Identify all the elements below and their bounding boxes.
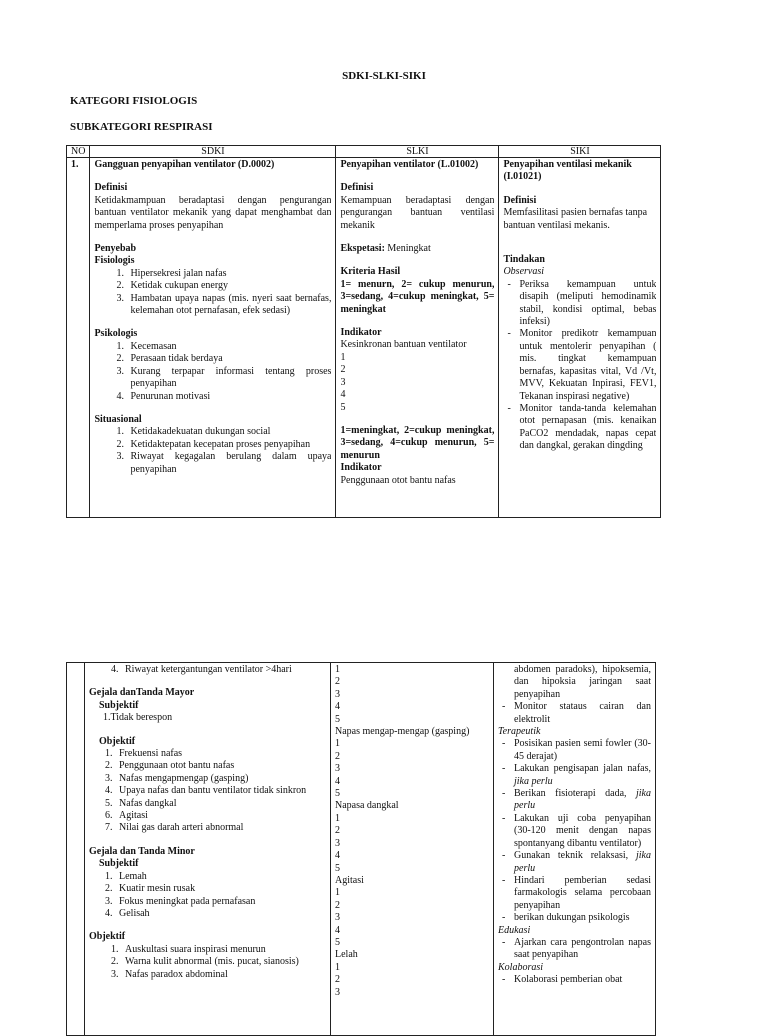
scale-number: 3	[335, 837, 340, 849]
siki-terapeutik-list	[498, 738, 651, 924]
slki-ekspetasi-value: Meningkat	[387, 243, 431, 255]
list-item-cont: abdomen paradoks), hipoksemia, dan hipoksia jaringan saat penyapihan	[514, 664, 651, 700]
sdki-mayor-subjektif-label: Subjektif	[99, 699, 139, 711]
slki-kriteria-scale: 1= menurn, 2= cukup menurun, 3=sedang, 4=cukup meningkat, 5= meningkat	[340, 278, 495, 315]
list-item: 3. Nafas mengapmengap (gasping)	[115, 773, 326, 785]
list-item: 1. Lemah	[115, 871, 326, 883]
list-item: 2. Kuatir mesin rusak	[115, 883, 326, 895]
siki-cell	[503, 159, 656, 516]
list-item: 1. Hipersekresi jalan nafas	[126, 268, 331, 280]
sdki-fisiologis-label: Fisiologis	[94, 255, 135, 267]
list-item: 2. Ketidaktepatan kecepatan proses penyapihan	[126, 439, 331, 451]
list-item: 1. Auskultasi suara inspirasi menurun	[121, 944, 326, 956]
list-item: 6. Agitasi	[115, 810, 326, 822]
header-slki: SLKI	[336, 146, 499, 158]
header-sdki: SDKI	[90, 146, 336, 158]
scale-number: 4	[335, 701, 340, 713]
siki-terapeutik-label: Terapeutik	[498, 726, 541, 738]
slki-definisi-text: Kemampuan beradaptasi dengan pengurangan bantuan ventilasi mekanik	[340, 194, 495, 231]
siki-edukasi-label: Edukasi	[498, 924, 531, 936]
scale-number: 1	[335, 887, 340, 899]
siki-definisi-label: Definisi	[503, 194, 537, 206]
document-title: SDKI-SLKI-SIKI	[342, 70, 426, 82]
scale-number: 3	[340, 376, 346, 388]
scale-number: 3	[335, 688, 340, 700]
siki-tindakan-label: Tindakan	[503, 254, 545, 266]
list-item: - Posisikan pasien semi fowler (30-45 derajat)	[514, 738, 651, 763]
siki-kolaborasi-label: Kolaborasi	[498, 961, 544, 973]
siki-edukasi-list	[498, 937, 651, 962]
slki-title: Penyapihan ventilator (L.01002)	[340, 159, 479, 170]
sdki-situasional-list-cont	[89, 664, 326, 676]
sdki-mayor-subjektif-item: 1.Tidak berespon	[103, 712, 173, 724]
sdki-minor-label: Gejala dan Tanda Minor	[89, 845, 195, 857]
subcategory-heading: SUBKATEGORI RESPIRASI	[70, 121, 213, 133]
row-number: 1.	[71, 159, 79, 170]
list-item: - Kolaborasi pemberian obat	[514, 974, 651, 986]
scale-number: 4	[335, 775, 340, 787]
list-item: 4. Gelisah	[115, 908, 326, 920]
list-item: - Ajarkan cara pengontrolan napas saat penyapihan	[514, 937, 651, 962]
scale-number: 1	[340, 351, 346, 363]
scale-number: 1	[335, 664, 340, 675]
list-item: 3. Hambatan upaya napas (mis. nyeri saat bernafas, kelemahan otot pernafasan, efek sedasi)	[126, 293, 331, 318]
list-item: 2. Ketidak cukupan energy	[126, 280, 331, 292]
sdki-fisiologis-list	[94, 268, 331, 318]
siki-kolaborasi-list	[498, 974, 651, 986]
header-no: NO	[67, 146, 90, 158]
slki-indikator-2: Penggunaan otot bantu nafas	[340, 474, 456, 486]
list-item: 5. Nafas dangkal	[115, 798, 326, 810]
sdki-cell-cont	[89, 664, 326, 1034]
sdki-minor-subjektif-list	[89, 871, 326, 921]
sdki-mayor-objektif-label: Objektif	[99, 735, 136, 747]
scale-number: 5	[335, 862, 340, 874]
sdki-cell	[94, 159, 331, 516]
slki-definisi-label: Definisi	[340, 182, 374, 194]
scale-number: 2	[335, 974, 340, 986]
list-item: - Periksa kemampuan untuk disapih (meliputi hemodinamik stabil, kondisi optimal, bebas infeksi)	[519, 279, 656, 329]
sdki-penyebab-label: Penyebab	[94, 243, 137, 255]
slki-indikator-gasping: Napas mengap-mengap (gasping)	[335, 726, 470, 738]
slki-indikator-2-label: Indikator	[340, 462, 382, 474]
list-item: 2. Penggunaan otot bantu nafas	[115, 760, 326, 772]
sdki-minor-subjektif-label: Subjektif	[99, 858, 139, 870]
siki-observasi-list	[503, 279, 656, 453]
list-item: 4. Penurunan motivasi	[126, 391, 331, 403]
scale-number: 2	[335, 825, 340, 837]
scale-number: 1	[335, 961, 340, 973]
header-siki: SIKI	[499, 146, 661, 158]
list-item: 7. Nilai gas darah arteri abnormal	[115, 822, 326, 834]
list-item: 2. Perasaan tidak berdaya	[126, 353, 331, 365]
slki-indikator-lelah: Lelah	[335, 949, 358, 961]
sdki-mayor-label: Gejala danTanda Mayor	[89, 687, 195, 699]
list-item: 3. Kurang terpapar informasi tentang proses penyapihan	[126, 366, 331, 391]
slki-scale-2: 1=meningkat, 2=cukup meningkat, 3=sedang, 4=cukup menurun, 5= menurun	[340, 424, 495, 461]
table-page-2	[66, 662, 656, 1036]
scale-number: 2	[335, 750, 340, 762]
sdki-psikologis-list	[94, 341, 331, 403]
list-item: - Monitor stataus cairan dan elektrolit	[514, 701, 651, 726]
category-heading: KATEGORI FISIOLOGIS	[70, 95, 198, 107]
slki-indikator-1: Kesinkronan bantuan ventilator	[340, 339, 467, 351]
sdki-minor-objektif-label: Objektif	[89, 931, 126, 943]
scale-number: 1	[335, 738, 340, 750]
slki-ekspetasi-label: Ekspetasi:	[340, 243, 385, 255]
list-item: 3. Fokus meningkat pada pernafasan	[115, 896, 326, 908]
list-item: - berikan dukungan psikologis	[514, 912, 651, 924]
siki-title: Penyapihan ventilasi mekanik (I.01021)	[503, 159, 632, 183]
scale-number: 3	[335, 763, 340, 775]
list-item: - Lakukan pengisapan jalan nafas, jika perlu	[514, 763, 651, 788]
scale-number: 1	[335, 812, 340, 824]
siki-observasi-label: Observasi	[503, 266, 545, 278]
sdki-situasional-label: Situasional	[94, 413, 142, 425]
scale-number: 2	[335, 899, 340, 911]
scale-number: 3	[335, 912, 340, 924]
list-item: - Berikan fisioterapi dada, jika perlu	[514, 788, 651, 813]
scale-number: 4	[335, 850, 340, 862]
scale-number: 5	[340, 401, 346, 413]
scale-number: 5	[335, 713, 340, 725]
list-item: 4. Riwayat ketergantungan ventilator >4hari	[121, 664, 326, 676]
list-item: 1. Ketidakadekuatan dukungan social	[126, 426, 331, 438]
siki-definisi-text: Memfasilitasi pasien bernafas tanpa bantuan ventilasi mekanis.	[503, 207, 648, 231]
sdki-minor-objektif-list	[89, 944, 326, 981]
list-item: - Monitor predikotr kemampuan untuk mentolerir penyapihan ( mis. tingkat kemampuan bernafas, kapasitas vital, Vd /Vt, MVV, Kekuatan Inpirasi, FEV1, Tekanan inspirasi negative)	[519, 328, 656, 402]
scale-number: 4	[340, 389, 346, 401]
sdki-title: Gangguan penyapihan ventilator (D.0002)	[94, 159, 275, 170]
scale-number: 2	[335, 676, 340, 688]
scale-number: 2	[340, 364, 346, 376]
table-page-1	[66, 145, 661, 518]
siki-cell-cont	[498, 664, 651, 1034]
slki-cell-cont	[335, 664, 489, 1034]
scale-number: 5	[335, 936, 340, 948]
list-item: - Hindari pemberian sedasi farmakologis selama percobaan penyapihan	[514, 875, 651, 912]
sdki-definisi-text: Ketidakmampuan beradaptasi dengan pengurangan bantuan ventilator mekanik yang dapat menghambat dan memperlama proses penyapihan	[94, 194, 332, 231]
list-item: 3. Nafas paradox abdominal	[121, 969, 326, 981]
list-item: - Lakukan uji coba penyapihan (30-120 menit dengan napas spontanyang dibantu ventilator)	[514, 813, 651, 850]
slki-cell	[340, 159, 494, 516]
sdki-situasional-list	[94, 426, 331, 476]
sdki-definisi-label: Definisi	[94, 182, 128, 194]
scale-number: 5	[335, 788, 340, 800]
list-item: 3. Riwayat kegagalan berulang dalam upaya penyapihan	[126, 451, 331, 476]
slki-indikator-agitasi: Agitasi	[335, 874, 364, 886]
siki-observasi-list-cont	[498, 664, 651, 726]
slki-indikator-label: Indikator	[340, 327, 382, 339]
sdki-psikologis-label: Psikologis	[94, 328, 138, 340]
list-item: 1. Frekuensi nafas	[115, 748, 326, 760]
slki-indikator-dangkal: Napasa dangkal	[335, 800, 399, 812]
scale-number: 4	[335, 924, 340, 936]
list-item: 4. Upaya nafas dan bantu ventilator tidak sinkron	[115, 785, 326, 797]
list-item: - Gunakan teknik relaksasi, jika perlu	[514, 850, 651, 875]
slki-kriteria-label: Kriteria Hasil	[340, 266, 401, 278]
list-item: - Monitor tanda-tanda kelemahan otot pernapasan (mis. kenaikan PaCO2 mendadak, napas cepat dan dangkal, gerakan dingding	[519, 403, 656, 453]
list-item: 1. Kecemasan	[126, 341, 331, 353]
scale-number: 3	[335, 986, 340, 998]
sdki-mayor-objektif-list	[89, 748, 326, 835]
list-item: 2. Warna kulit abnormal (mis. pucat, sianosis)	[121, 956, 326, 968]
